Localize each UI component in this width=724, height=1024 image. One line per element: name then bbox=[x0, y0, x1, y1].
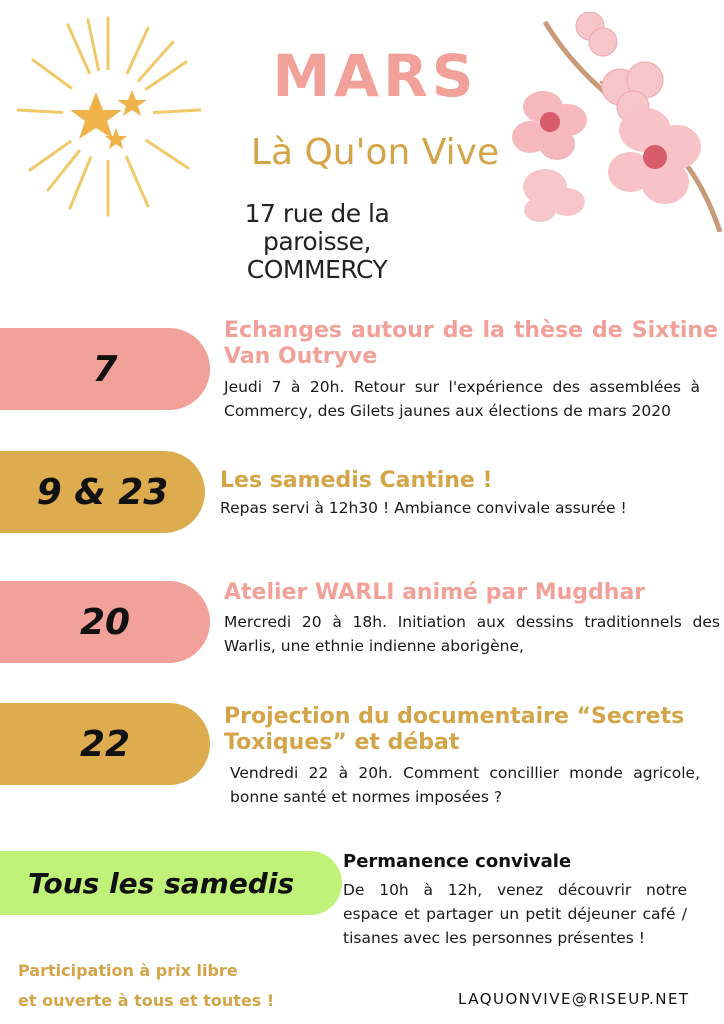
contact-email: LAQUONVIVE@RISEUP.NET bbox=[458, 990, 690, 1008]
address-line-2: paroisse, bbox=[262, 227, 372, 256]
address-line-1: 17 rue de la bbox=[244, 199, 390, 228]
month-title: MARS bbox=[272, 42, 478, 110]
fireworks-stars-icon bbox=[8, 10, 208, 220]
permanence-date-badge: Tous les samedis bbox=[0, 851, 342, 915]
venue-name: Là Qu'on Vive bbox=[250, 132, 500, 173]
event-date-badge: 22 bbox=[0, 703, 210, 785]
event-description: Mercredi 20 à 18h. Initiation aux dessins traditionnels des Warlis, une ethnie indienne aborigène, bbox=[224, 613, 720, 655]
event-description: Vendredi 22 à 20h. Comment concillier monde agricole, bonne santé et normes imposées ? bbox=[230, 764, 700, 806]
address bbox=[222, 200, 412, 284]
event-title: Les samedis Cantine ! bbox=[220, 468, 493, 493]
participation-line-2: et ouverte à tous et toutes ! bbox=[18, 991, 275, 1010]
permanence-title: Permanence convivale bbox=[343, 851, 572, 872]
event-date-badge: 7 bbox=[0, 328, 210, 410]
event-title: Atelier WARLI animé par Mugdhar bbox=[224, 580, 646, 605]
participation-note bbox=[18, 956, 318, 1016]
participation-line-1: Participation à prix libre bbox=[18, 961, 238, 980]
event-title: Echanges autour de la thèse de Sixtine Van Outryve bbox=[224, 318, 718, 369]
event-description: Jeudi 7 à 20h. Retour sur l'expérience des assemblées à Commercy, des Gilets jaunes aux élections de mars 2020 bbox=[224, 378, 700, 420]
event-date-badge: 20 bbox=[0, 581, 210, 663]
event-title: Projection du documentaire “Secrets Toxiques” et débat bbox=[224, 704, 685, 755]
event-date-badge: 9 & 23 bbox=[0, 451, 205, 533]
event-description: Repas servi à 12h30 ! Ambiance convivale assurée ! bbox=[220, 499, 627, 517]
address-line-3: COMMERCY bbox=[246, 255, 388, 284]
permanence-description: De 10h à 12h, venez découvrir notre espace et partager un petit déjeuner café / tisanes avec les personnes présentes ! bbox=[343, 881, 687, 947]
